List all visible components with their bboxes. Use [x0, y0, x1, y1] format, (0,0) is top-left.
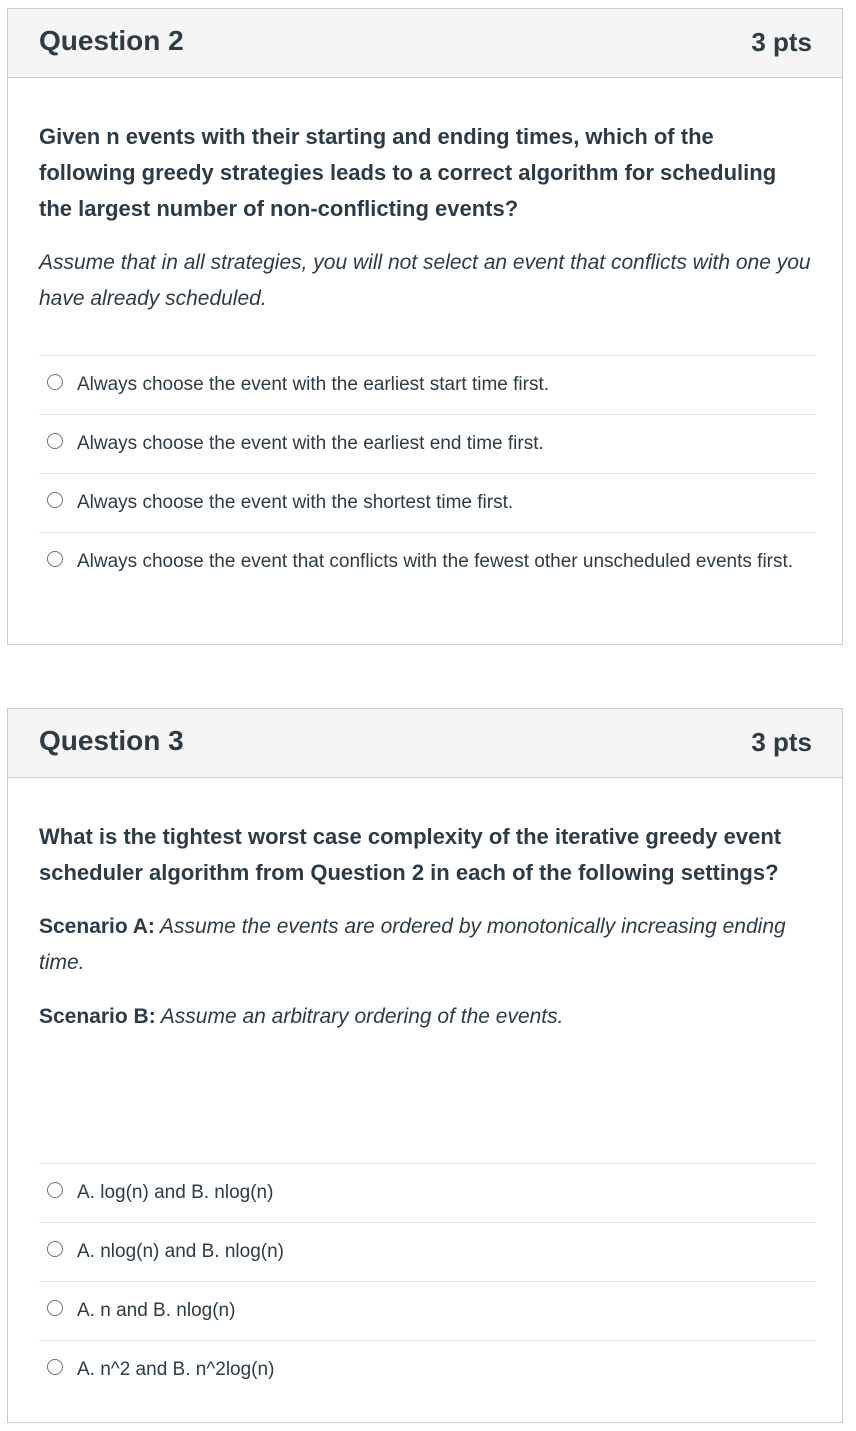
question-3-answer-3[interactable]: [39, 1282, 815, 1341]
answer-label: A. nlog(n) and B. nlog(n): [77, 1241, 285, 1262]
question-2-prompt-text: Given n events with their starting and ending times, which of the following greedy strategies leads to a correct algorithm for scheduling the largest number of non-conflicting events?: [39, 124, 777, 221]
question-2-answer-1[interactable]: [39, 356, 815, 415]
answer-label: Always choose the event with the earliest start time first.: [77, 374, 550, 395]
question-3-points: 3 pts: [751, 727, 812, 757]
question-2-title: Question 2: [39, 25, 184, 56]
question-3-header: [8, 709, 842, 778]
scenario-a-label: Scenario A:: [39, 915, 155, 938]
answer-label: Always choose the event that conflicts with the fewest other unscheduled events first.: [77, 551, 794, 572]
question-3-answer-1[interactable]: [39, 1164, 815, 1223]
answer-label: Always choose the event with the shortest time first.: [77, 492, 514, 513]
question-2-assumption: Assume that in all strategies, you will not select an event that conflicts with one you have already scheduled.: [39, 251, 811, 310]
scenario-a-text: Assume the events are ordered by monotonically increasing ending time.: [39, 915, 786, 974]
question-3-prompt-text: What is the tightest worst case complexity of the iterative greedy event scheduler algorithm from Question 2 in each of the following settings?: [39, 824, 782, 885]
answer-label: A. n^2 and B. n^2log(n): [77, 1359, 275, 1380]
question-2-points: 3 pts: [751, 27, 812, 57]
question-3-answers: [39, 1163, 815, 1399]
radio-button[interactable]: [47, 1182, 63, 1198]
radio-button[interactable]: [47, 374, 63, 390]
question-3-answer-4[interactable]: [39, 1341, 815, 1399]
radio-button[interactable]: [47, 433, 63, 449]
question-3-card: [7, 708, 843, 1423]
question-3-prompt: [39, 819, 815, 1035]
question-3-title: Question 3: [39, 725, 184, 756]
scenario-b: [39, 999, 815, 1035]
question-2-answer-3[interactable]: [39, 474, 815, 533]
radio-button[interactable]: [47, 551, 63, 567]
question-2-card: [7, 8, 843, 645]
answer-label: A. n and B. nlog(n): [77, 1300, 236, 1321]
radio-button[interactable]: [47, 1241, 63, 1257]
scenario-b-label: Scenario B:: [39, 1005, 156, 1028]
question-2-answers: [39, 355, 815, 591]
answer-label: A. log(n) and B. nlog(n): [77, 1182, 274, 1203]
radio-button[interactable]: [47, 1359, 63, 1375]
question-2-header: [8, 9, 842, 78]
answer-label: Always choose the event with the earliest end time first.: [77, 433, 544, 454]
question-2-answer-4[interactable]: [39, 533, 815, 591]
radio-button[interactable]: [47, 1300, 63, 1316]
question-2-answer-2[interactable]: [39, 415, 815, 474]
radio-button[interactable]: [47, 492, 63, 508]
scenario-b-text: Assume an arbitrary ordering of the events.: [160, 1005, 564, 1028]
question-3-answer-2[interactable]: [39, 1223, 815, 1282]
scenario-a: [39, 909, 815, 981]
question-2-prompt: [39, 119, 815, 317]
